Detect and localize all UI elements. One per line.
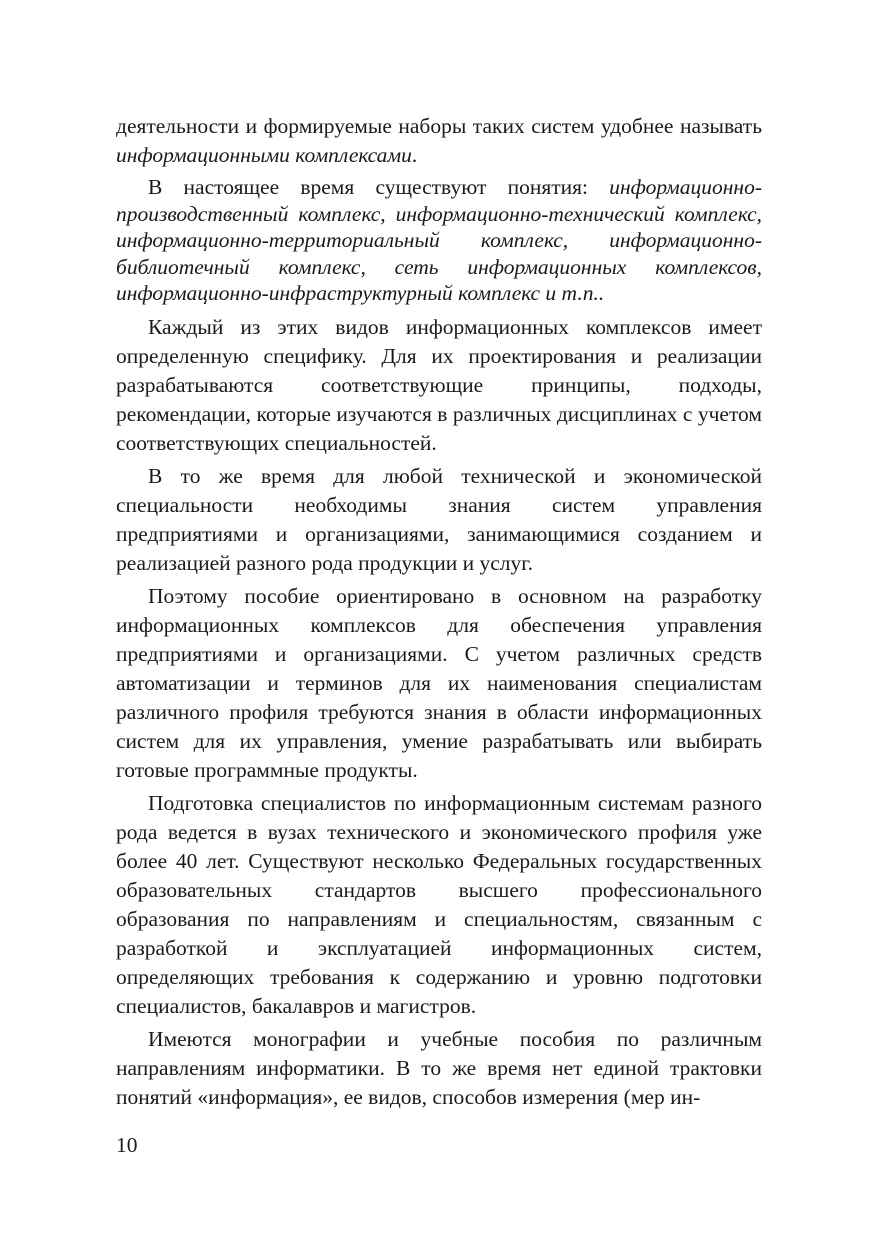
paragraph-1-italic: информационными комплексами (116, 143, 412, 167)
paragraph-1-text: деятельности и формируемые наборы таких систем удобнее называть (116, 114, 762, 138)
page-number: 10 (116, 1133, 138, 1157)
paragraph-2-text: В настоящее время существуют понятия: (148, 175, 610, 199)
paragraph-2-end: . (598, 281, 605, 305)
paragraph-2 (116, 174, 762, 307)
paragraph-7: Имеются монографии и учебные пособия по различным направлениям информатики. В то же время нет единой трактовки понятий «информация», ее видов, способов измерения (мер ин- (116, 1026, 762, 1109)
paragraph-5: Поэтому пособие ориентировано в основном на разработку информационных комплексов для обеспечения управления предприятиями и организациями. С учетом различных средств автоматизации и терминов для их наименования специалистам различного профиля требуются знания в области информационных систем для их управления, умение разрабатывать или выбирать готовые программные продукты. (116, 583, 762, 782)
paragraph-4: В то же время для любой технической и экономической специальности необходимы знания систем управления предприятиями и организациями, занимающимися созданием и реализацией разного рода продукции и услуг. (116, 463, 762, 575)
paragraph-1 (116, 112, 762, 170)
paragraph-3: Каждый из этих видов информационных комплексов имеет определенную специфику. Для их проектирования и реализации разрабатываются соответствующие принципы, подходы, рекомендации, которые изучаются в различных дисциплинах с учетом соответствующих специальностей. (116, 314, 762, 455)
page-body (116, 112, 762, 1116)
paragraph-6: Подготовка специалистов по информационным системам разного рода ведется в вузах технического и экономического профиля уже более 40 лет. Существуют несколько Федеральных государственных образовательных стандартов высшего профессионального образования по направлениям и специальностям, связанным с разработкой и эксплуатацией информационных систем, определяющих требования к содержанию и уровню подготовки специалистов, бакалавров и магистров. (116, 790, 762, 1018)
paragraph-2-italic: информационно-производственный комплекс, информационно-технический комплекс, информационно-территориальный комплекс, информационно-библиотечный комплекс, сеть информационных комплексов, информационно-инфраструктурный комплекс и т.п. (116, 175, 762, 305)
paragraph-1-end: . (411, 143, 418, 167)
